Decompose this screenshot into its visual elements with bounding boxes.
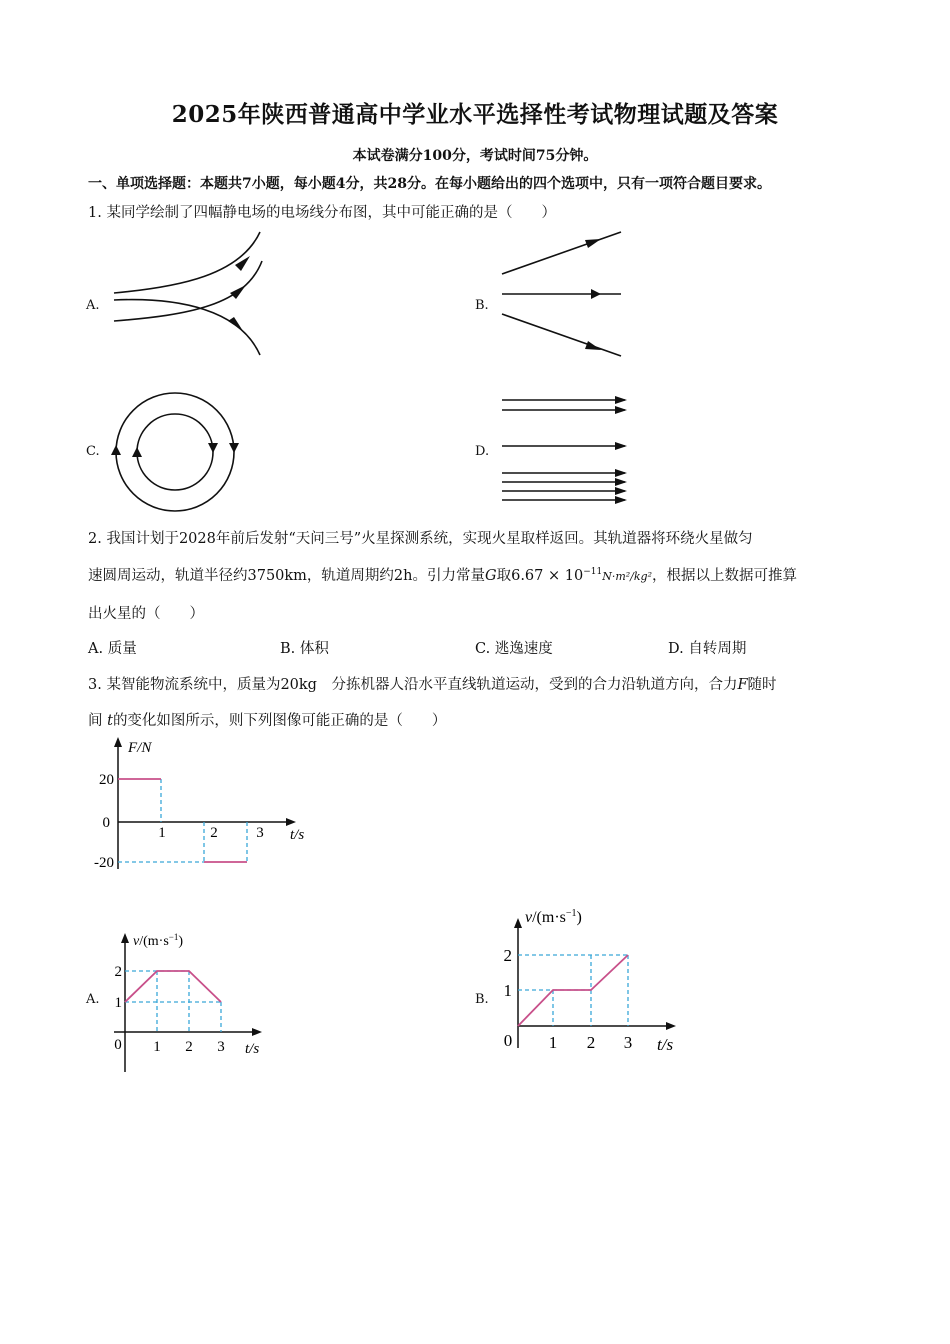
y-axis-arrow-icon bbox=[514, 918, 522, 928]
force-time-chart bbox=[80, 735, 320, 875]
y-tick-label: 20 bbox=[99, 772, 114, 788]
x-tick-label: 3 bbox=[256, 825, 264, 841]
x-axis-label: t/s bbox=[290, 827, 305, 843]
exam-info: 本试卷满分100分，考试时间75分钟。 bbox=[352, 148, 598, 164]
arrow-icon bbox=[615, 406, 627, 414]
arrow-icon bbox=[615, 478, 627, 486]
arrow-icon bbox=[229, 443, 239, 453]
arrow-icon bbox=[615, 396, 627, 404]
x-axis-arrow-icon bbox=[286, 818, 296, 826]
question-2-line-1: 2. 我国计划于2028年前后发射“天问三号”火星探测系统，实现火星取样返回。其轨道器将环绕火星做匀 bbox=[88, 531, 753, 547]
velocity-chart-a bbox=[100, 925, 275, 1075]
arrow-icon bbox=[111, 445, 121, 455]
arrow-icon bbox=[208, 443, 218, 453]
page-title: 2025年陕西普通高中学业水平选择性考试物理试题及答案 bbox=[171, 101, 779, 128]
y-tick-label: 2 bbox=[503, 946, 512, 965]
x-tick-label: 1 bbox=[548, 1033, 558, 1052]
y-tick-label: 1 bbox=[114, 995, 122, 1011]
y-tick-label: 1 bbox=[503, 981, 512, 1000]
y-axis-label: $v/(m\cdot s^{-1})$ bbox=[525, 908, 582, 926]
y-axis-arrow-icon bbox=[121, 933, 129, 943]
x-tick-label: 1 bbox=[153, 1039, 161, 1055]
question-2-line-3: 出火星的（ ） bbox=[88, 606, 204, 622]
q3-option-b-label: B. bbox=[475, 992, 489, 1007]
section-heading: 一、单项选择题：本题共7小题，每小题4分，共28分。在每小题给出的四个选项中，只有一项符合题目要求。 bbox=[88, 176, 771, 192]
arrow-icon bbox=[228, 317, 243, 331]
x-tick-label: 0 bbox=[503, 1031, 513, 1050]
x-tick-label: 3 bbox=[217, 1039, 225, 1055]
x-axis-label: t/s bbox=[245, 1041, 260, 1057]
y-axis-label: $v/(m\cdot s^{-1})$ bbox=[133, 932, 184, 949]
x-tick-label: 1 bbox=[158, 825, 166, 841]
arrow-icon bbox=[615, 469, 627, 477]
arrow-icon bbox=[230, 285, 246, 299]
field-diagram-a bbox=[100, 225, 280, 365]
arrow-icon bbox=[591, 289, 601, 299]
x-tick-label: 0 bbox=[114, 1037, 122, 1053]
velocity-chart-b bbox=[490, 900, 690, 1060]
arrow-icon bbox=[615, 442, 627, 450]
q2-option-b[interactable]: B. 体积 bbox=[280, 641, 329, 657]
field-diagram-d bbox=[495, 390, 635, 515]
y-axis-arrow-icon bbox=[114, 737, 122, 747]
arrow-icon bbox=[585, 341, 601, 350]
q2-option-c[interactable]: C. 逃逸速度 bbox=[475, 641, 553, 657]
x-axis-arrow-icon bbox=[666, 1022, 676, 1030]
x-tick-label: 3 bbox=[623, 1033, 633, 1052]
x-tick-label: 2 bbox=[586, 1033, 596, 1052]
field-line bbox=[116, 393, 234, 511]
x-tick-label: 2 bbox=[210, 825, 218, 841]
arrow-icon bbox=[615, 487, 627, 495]
y-axis-label: F/N bbox=[128, 740, 152, 756]
q2-option-d[interactable]: D. 自转周期 bbox=[668, 641, 747, 657]
field-line bbox=[114, 232, 260, 293]
x-axis-arrow-icon bbox=[252, 1028, 262, 1036]
field-line bbox=[502, 232, 621, 274]
y-tick-label: -20 bbox=[94, 855, 114, 871]
arrow-icon bbox=[132, 447, 142, 457]
question-2-line-2: 速圆周运动，轨道半径约3750km，轨道周期约2h。引力常量G取$6.67 \times 10^{-11}N\cdot m^2$/kg²，根据以上数据可推算 bbox=[88, 567, 797, 584]
field-diagram-c bbox=[105, 385, 250, 520]
q1-option-a-label: A. bbox=[86, 298, 100, 313]
y-tick-label: 2 bbox=[114, 964, 122, 980]
field-line bbox=[502, 314, 621, 356]
q1-option-b-label: B. bbox=[475, 298, 489, 313]
velocity-curve-a bbox=[125, 971, 221, 1002]
x-axis-label: t/s bbox=[657, 1035, 674, 1054]
field-line bbox=[137, 414, 213, 490]
question-3-line-2: 间 t的变化如图所示，则下列图像可能正确的是（ ） bbox=[88, 713, 447, 729]
arrow-icon bbox=[235, 256, 250, 271]
q3-option-a-label: A. bbox=[86, 992, 100, 1007]
q1-option-d-label: D. bbox=[475, 444, 490, 459]
q2-option-a[interactable]: A. 质量 bbox=[88, 641, 137, 657]
arrow-icon bbox=[615, 496, 627, 504]
q1-option-c-label: C. bbox=[86, 444, 100, 459]
question-1-text: 1. 某同学绘制了四幅静电场的电场线分布图，其中可能正确的是（ ） bbox=[88, 205, 556, 221]
field-diagram-b bbox=[495, 225, 635, 365]
x-tick-label: 2 bbox=[185, 1039, 193, 1055]
question-3-line-1: 3. 某智能物流系统中，质量为20kg 分拣机器人沿水平直线轨道运动，受到的合力沿轨道方向，合力F随时 bbox=[88, 677, 777, 693]
arrow-icon bbox=[585, 239, 601, 248]
y-tick-label: 0 bbox=[102, 815, 110, 831]
